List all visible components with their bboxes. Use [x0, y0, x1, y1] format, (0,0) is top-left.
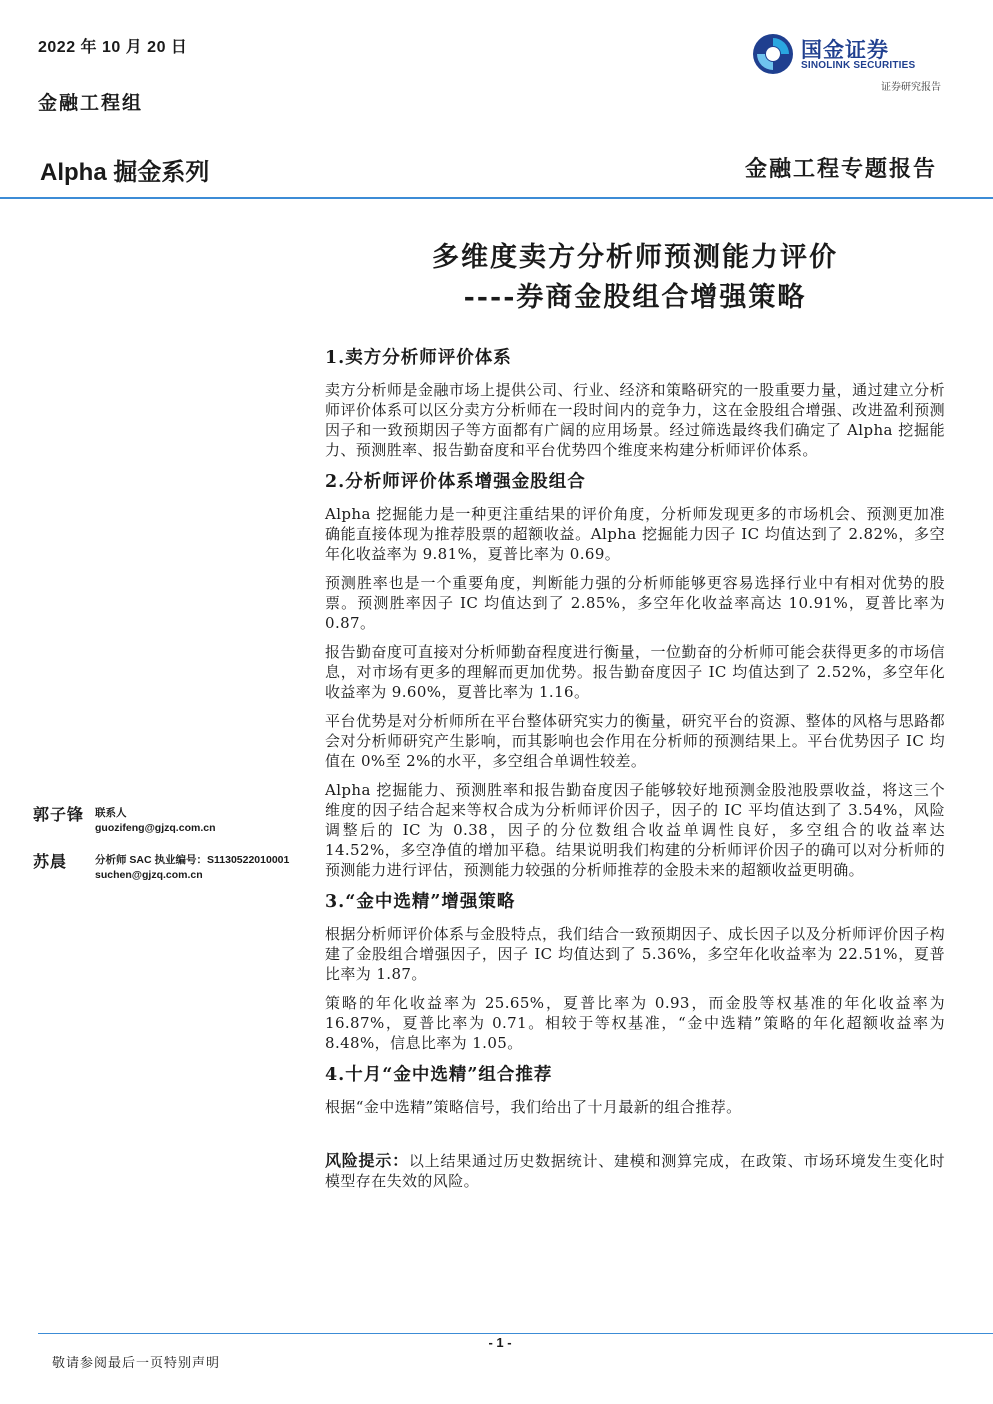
author-name: 苏晨: [33, 852, 68, 871]
section-title-1: 1.卖方分析师评价体系: [325, 348, 512, 368]
section-title-4: 4.十月“金中选精”组合推荐: [325, 1065, 553, 1085]
disclaimer-note: 敬请参阅最后一页特别声明: [52, 1356, 221, 1371]
footer-divider: [38, 1333, 993, 1334]
section-title-3: 3.“金中选精”增强策略: [325, 892, 516, 912]
company-logo: [751, 32, 941, 76]
team-name: 金融工程组: [38, 92, 144, 114]
sinolink-logo-icon: [751, 32, 795, 76]
page-number: - 1 -: [488, 1335, 512, 1350]
header-divider: [0, 197, 993, 199]
section-3-paragraph-1: 根据分析师评价体系与金股特点，我们结合一致预期因子、成长因子以及分析师评价因子构建了金股组合增强因子，因子 IC 均值达到了 5.36%，多空年化收益率为 22.51%，夏普比率为 1.87。: [325, 925, 945, 983]
report-date: 2022 年 10 月 20 日: [38, 39, 188, 56]
section-2-paragraph-1: Alpha 挖掘能力是一种更注重结果的评价角度，分析师发现更多的市场机会、预测更加准确能直接体现为推荐股票的超额收益。Alpha 挖掘能力因子 IC 均值达到了 2.82%，多空年化收益率为 9.81%，夏普比率为 0.69。: [325, 505, 945, 563]
report-category: 证券研究报告: [881, 82, 941, 93]
title-line-1: 多维度卖方分析师预测能力评价: [432, 242, 838, 273]
main-content: [325, 345, 945, 1200]
section-2-paragraph-2: 预测胜率也是一个重要角度，判断能力强的分析师能够更容易选择行业中有相对优势的股票。预测胜率因子 IC 均值达到了 2.85%，多空年化收益率高达 10.91%，夏普比率为 0.87。: [325, 574, 945, 632]
section-title-2: 2.分析师评价体系增强金股组合: [325, 472, 586, 492]
author-email[interactable]: suchen@gjzq.com.cn: [95, 869, 203, 881]
section-2-paragraph-4: 平台优势是对分析师所在平台整体研究实力的衡量，研究平台的资源、整体的风格与思路都会对分析师研究产生影响，而其影响也会作用在分析师的预测结果上。平台优势因子 IC 均值在 0%至 2%的水平，多空组合单调性较差。: [325, 712, 945, 770]
author-role: 联系人: [95, 807, 127, 819]
risk-warning-label: 风险提示：: [325, 1151, 409, 1170]
section-2-paragraph-5: Alpha 挖掘能力、预测胜率和报告勤奋度因子能够较好地预测金股池股票收益，将这三个维度的因子结合起来等权合成为分析师评价因子，因子的 IC 平均值达到了 3.54%，风险调整后的 IC 为 0.38，因子的分位数组合收益单调性良好，多空组合的收益率达 14.52%，多空净值的增加平稳。结果说明我们构建的分析师评价因子的确可以对分析师的预测能力进行评估，预测能力较强的分析师推荐的金股未来的超额收益更明确。: [325, 781, 945, 879]
risk-warning: [325, 1151, 945, 1191]
author-name: 郭子锋: [33, 805, 85, 824]
logo-chinese-name: 国金证券: [801, 39, 889, 62]
author-role: 分析师 SAC 执业编号：S1130522010001: [95, 854, 290, 866]
risk-warning-text: 以上结果通过历史数据统计、建模和测算完成，在政策、市场环境发生变化时模型存在失效的风险。: [325, 1152, 945, 1190]
section-1-paragraph: 卖方分析师是金融市场上提供公司、行业、经济和策略研究的一股重要力量，通过建立分析师评价体系可以区分卖方分析师在一段时间内的竞争力，这在金股组合增强、改进盈利预测因子和一致预期因子等方面都有广阔的应用场景。经过筛选最终我们确定了 Alpha 挖掘能力、预测胜率、报告勤奋度和平台优势四个维度来构建分析师评价体系。: [325, 381, 945, 459]
section-4-paragraph: 根据“金中选精”策略信号，我们给出了十月最新的组合推荐。: [325, 1098, 742, 1116]
section-2-paragraph-3: 报告勤奋度可直接对分析师勤奋程度进行衡量，一位勤奋的分析师可能会获得更多的市场信息，对市场有更多的理解而更加优势。报告勤奋度因子 IC 均值达到了 2.52%，多空年化收益率为 9.60%，夏普比率为 1.16。: [325, 643, 945, 701]
report-type: 金融工程专题报告: [744, 156, 937, 182]
logo-english-name: SINOLINK SECURITIES: [801, 60, 916, 71]
author-email[interactable]: guozifeng@gjzq.com.cn: [95, 822, 216, 834]
section-3-paragraph-2: 策略的年化收益率为 25.65%，夏普比率为 0.93，而金股等权基准的年化收益率为 16.87%，夏普比率为 0.71。相较于等权基准，“金中选精”策略的年化超额收益率为 8.48%，信息比率为 1.05。: [325, 994, 945, 1052]
report-title: [325, 238, 945, 318]
series-name: Alpha 掘金系列: [40, 159, 210, 186]
title-line-2: ----券商金股组合增强策略: [463, 282, 807, 313]
